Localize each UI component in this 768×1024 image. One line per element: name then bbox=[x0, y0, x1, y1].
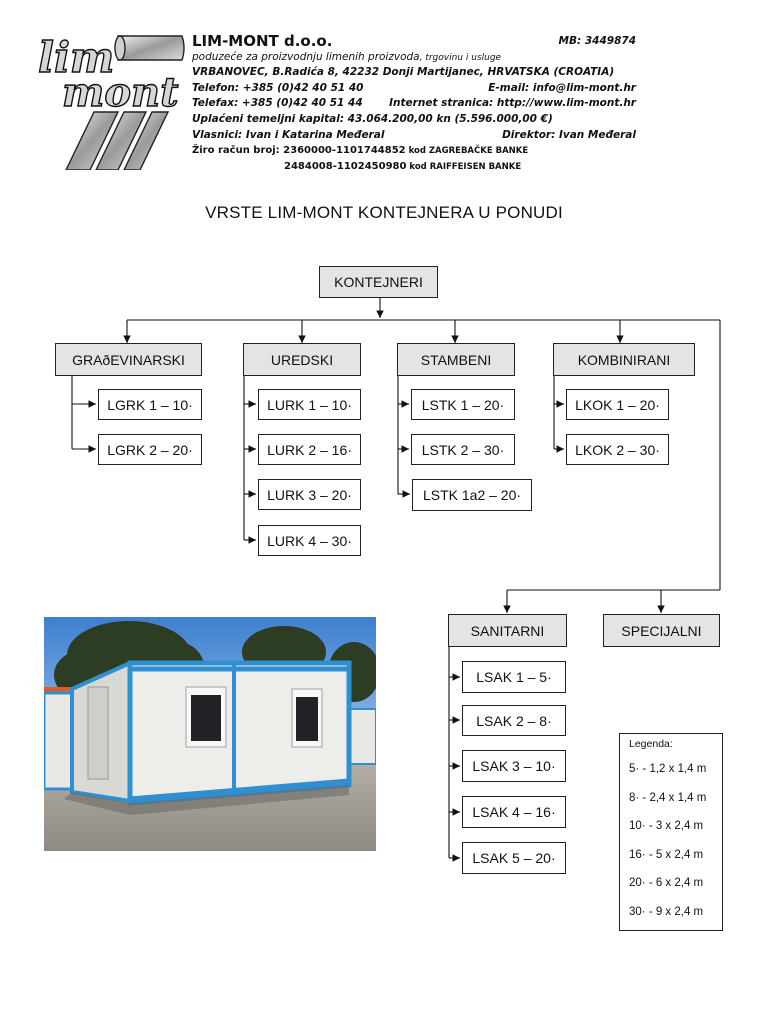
account-1: 2360000-1101744852 bbox=[283, 145, 406, 157]
node-item: LSTK 2 – 30· bbox=[411, 434, 515, 465]
legend-item: 20· - 6 x 2,4 m bbox=[629, 877, 704, 889]
logo-text-mont: mont bbox=[62, 69, 179, 116]
legend-item: 30· - 9 x 2,4 m bbox=[629, 905, 704, 918]
company-mb: MB: 3449874 bbox=[558, 35, 636, 47]
legend-item: 10· - 3 x 2,4 m bbox=[629, 820, 704, 832]
node-category-kombinirani: KOMBINIRANI bbox=[553, 343, 695, 376]
node-category-specijalni: SPECIJALNI bbox=[603, 614, 720, 647]
node-category-gradevinarski: GRAðEVINARSKI bbox=[55, 343, 202, 376]
node-item: LSAK 5 – 20· bbox=[462, 842, 566, 874]
node-item: LKOK 1 – 20· bbox=[566, 389, 669, 420]
company-web: Internet stranica: http://www.lim-mont.hr bbox=[389, 97, 636, 110]
account-1-bank: kod ZAGREBAČKE BANKE bbox=[405, 146, 529, 157]
node-item: LGRK 1 – 10· bbox=[98, 389, 202, 420]
node-item: LURK 1 – 10· bbox=[258, 389, 361, 420]
company-director: Direktor: Ivan Međeral bbox=[502, 128, 636, 141]
account-2-bank: kod RAIFFEISEN BANKE bbox=[406, 161, 522, 172]
container-photo bbox=[44, 617, 376, 851]
account-label: Žiro račun broj: bbox=[192, 145, 280, 157]
company-email: E-mail: info@lim-mont.hr bbox=[488, 81, 636, 94]
legend-item: 16· - 5 x 2,4 m bbox=[629, 848, 704, 861]
node-item: LSAK 1 – 5· bbox=[462, 661, 566, 693]
node-item: LURK 4 – 30· bbox=[258, 525, 361, 556]
node-item: LSAK 3 – 10· bbox=[462, 750, 566, 782]
company-capital: Uplaćeni temeljni kapital: 43.064.200,00 kn (5.596.000,00 €) bbox=[192, 112, 553, 125]
node-item: LURK 2 – 16· bbox=[258, 434, 361, 465]
node-root: KONTEJNERI bbox=[319, 266, 438, 298]
legend-item: 8· - 2,4 x 1,4 m bbox=[629, 791, 707, 804]
account-2: 2484008-1102450980 bbox=[284, 160, 407, 172]
legend-title: Legenda: bbox=[629, 738, 673, 750]
company-address: VRBANOVEC, B.Radića 8, 42232 Donji Martijanec, HRVATSKA (CROATIA) bbox=[192, 66, 615, 79]
company-name: LIM-MONT d.o.o. bbox=[192, 32, 333, 50]
page-title: VRSTE LIM-MONT KONTEJNERA U PONUDI bbox=[205, 203, 563, 222]
company-phone: Telefon: +385 (0)42 40 51 40 bbox=[192, 81, 364, 94]
node-item: LKOK 2 – 30· bbox=[566, 434, 669, 465]
company-fax: Telefax: +385 (0)42 40 51 44 bbox=[192, 97, 363, 110]
legend-item: 5· - 1,2 x 1,4 m bbox=[629, 763, 707, 775]
node-item: LGRK 2 – 20· bbox=[98, 434, 202, 465]
node-item: LSTK 1a2 – 20· bbox=[412, 479, 532, 511]
legend bbox=[619, 733, 723, 931]
company-owners: Vlasnici: Ivan i Katarina Međeral bbox=[192, 128, 385, 141]
node-item: LSAK 4 – 16· bbox=[462, 796, 566, 828]
node-category-uredski: UREDSKI bbox=[243, 343, 361, 376]
node-category-sanitarni: SANITARNI bbox=[448, 614, 567, 647]
logo-text-lim: lim bbox=[38, 33, 115, 82]
node-item: LSAK 2 – 8· bbox=[462, 705, 566, 736]
node-item: LURK 3 – 20· bbox=[258, 479, 361, 510]
company-desc: poduzeće za proizvodnju limenih proizvoda bbox=[192, 50, 420, 63]
node-item: LSTK 1 – 20· bbox=[411, 389, 515, 420]
company-desc-2: , trgovinu i usluge bbox=[419, 52, 502, 63]
node-category-stambeni: STAMBENI bbox=[397, 343, 515, 376]
